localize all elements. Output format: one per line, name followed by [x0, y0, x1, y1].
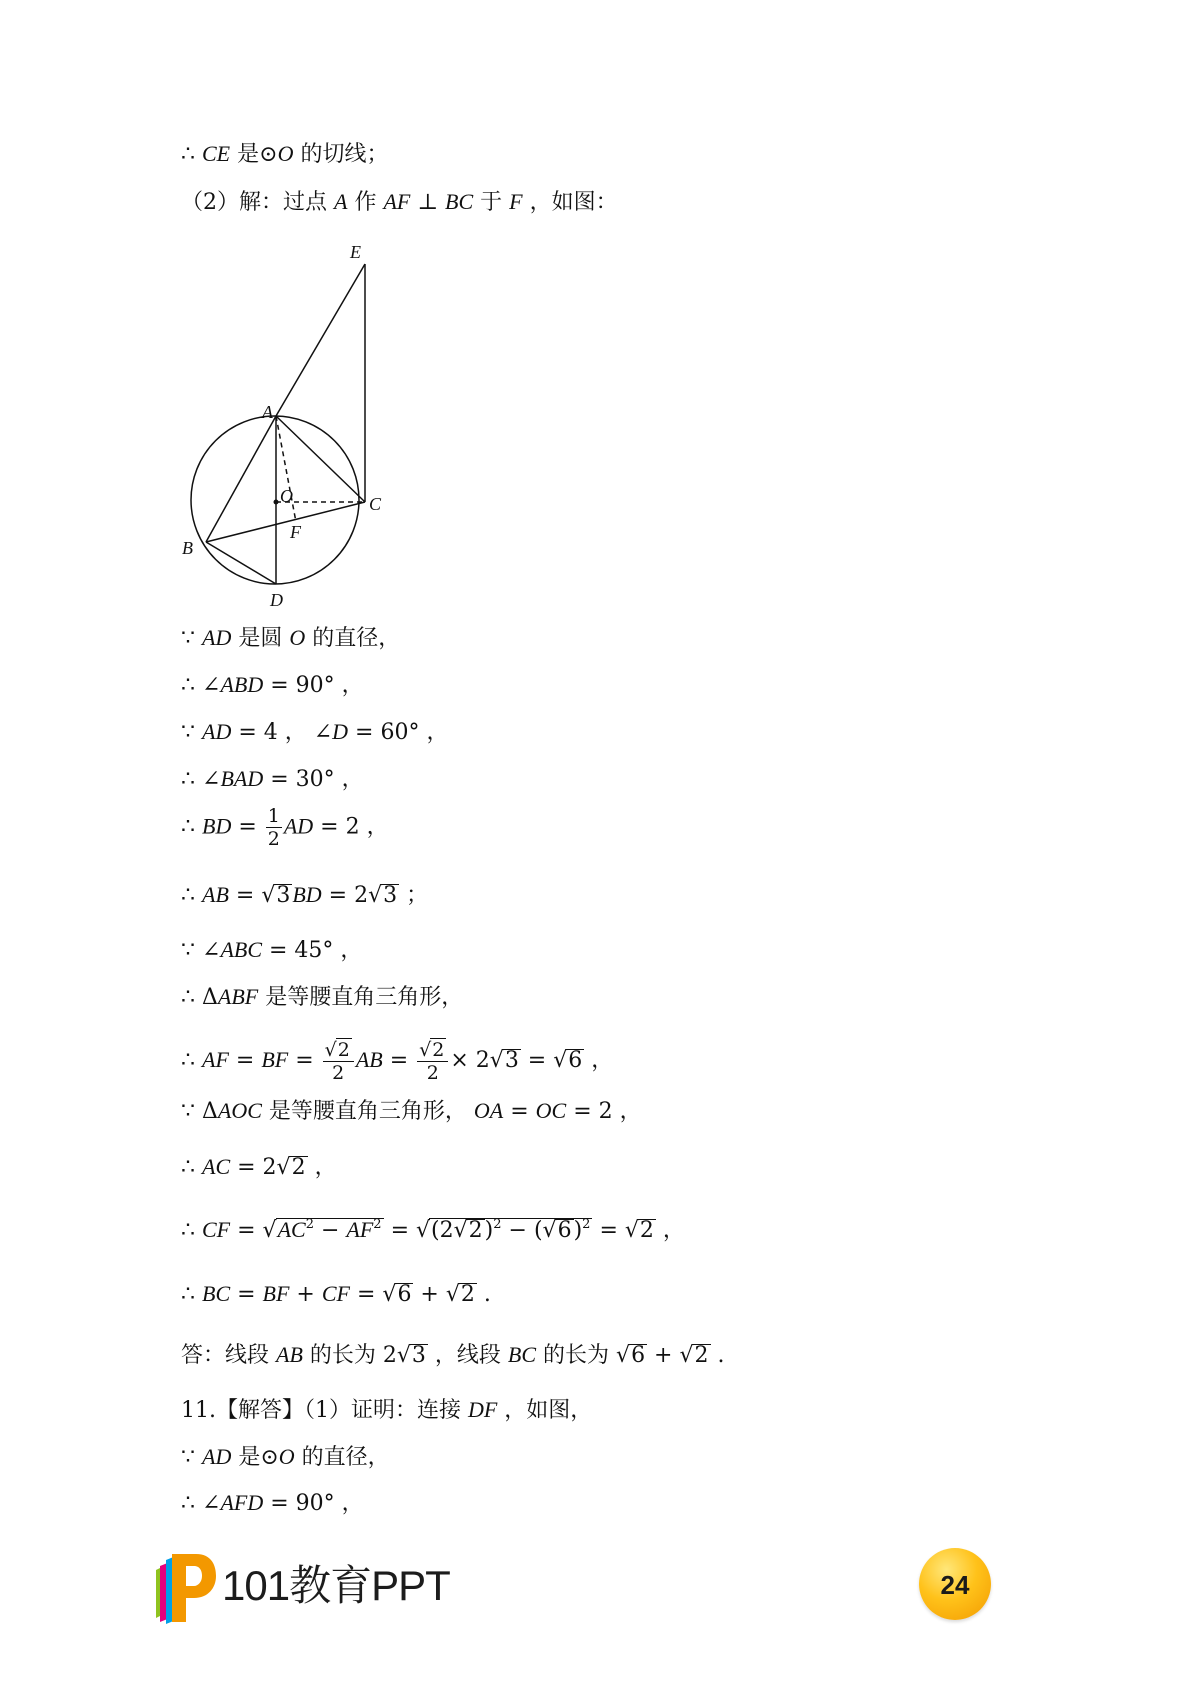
- radicand: 3: [383, 883, 398, 908]
- text-line: [181, 1280, 491, 1309]
- sqrt-symbol: √: [624, 1218, 639, 1243]
- fraction-denominator: 2: [267, 828, 280, 850]
- radicand: 2: [694, 1343, 709, 1368]
- math-var: AD: [202, 719, 232, 744]
- segment-bc: [206, 502, 365, 542]
- text-segment: ∴: [181, 142, 202, 167]
- sqrt-symbol: √: [324, 1039, 337, 1061]
- text-segment: 答：线段: [181, 1343, 276, 1368]
- sqrt-symbol: √: [262, 1218, 277, 1243]
- text-segment: 的长为 2: [302, 1343, 397, 1368]
- text-segment: ∴ ∠: [181, 1491, 221, 1516]
- text-segment: ): [573, 1218, 583, 1243]
- math-var: BD: [292, 882, 322, 907]
- radicand: 6: [397, 1282, 412, 1307]
- math-var: BC: [202, 1281, 231, 1306]
- sqrt-symbol: √: [416, 1218, 431, 1243]
- text-segment: 是等腰直角三角形，: [261, 1099, 474, 1124]
- page-number: 24: [940, 1570, 970, 1600]
- text-segment: = 90° ，: [263, 673, 364, 698]
- math-var: BC: [445, 189, 474, 214]
- radicand: 2: [468, 1218, 483, 1243]
- radicand: 3: [276, 883, 291, 908]
- text-segment: =: [592, 1218, 625, 1243]
- label-f: F: [290, 522, 301, 542]
- radicand: 2: [460, 1282, 475, 1307]
- text-line: [181, 765, 364, 794]
- text-segment: ，: [584, 1048, 614, 1073]
- fraction-denominator: 2: [426, 1062, 439, 1084]
- sqrt-symbol: √: [396, 1343, 411, 1368]
- text-segment: ，线段: [427, 1343, 508, 1368]
- sqrt-symbol: √: [489, 1048, 504, 1073]
- radicand: [429, 1218, 592, 1242]
- text-segment: ∴: [181, 1155, 202, 1180]
- text-segment: =: [520, 1048, 554, 1073]
- text-segment: 是等腰直角三角形，: [258, 985, 464, 1010]
- sqrt-symbol: √: [616, 1343, 631, 1368]
- fraction-numerator: [417, 1038, 448, 1062]
- math-var: O: [278, 1444, 295, 1469]
- radicand: 2: [432, 1039, 445, 1061]
- math-var: AB: [355, 1047, 383, 1072]
- sqrt-symbol: √: [276, 1155, 291, 1180]
- segment-ab: [206, 416, 276, 542]
- label-b: B: [182, 538, 193, 558]
- math-var: AF: [202, 1047, 229, 1072]
- text-segment: +: [289, 1282, 322, 1307]
- text-line: [181, 140, 388, 169]
- sqrt-symbol: √: [453, 1218, 468, 1243]
- text-segment: ∴: [181, 1218, 202, 1243]
- text-segment: ，: [307, 1155, 337, 1180]
- math-var: AD: [202, 1444, 232, 1469]
- text-segment: ，如图，: [497, 1398, 593, 1423]
- text-segment: .: [476, 1282, 491, 1307]
- text-segment: ∵: [181, 626, 202, 651]
- math-var: AB: [276, 1342, 303, 1367]
- radicand: 3: [504, 1048, 519, 1073]
- text-segment: =: [288, 1048, 321, 1073]
- math-var: BF: [261, 1047, 289, 1072]
- text-segment: 的长为: [536, 1343, 617, 1368]
- math-var: AC: [202, 1154, 231, 1179]
- text-segment: +: [413, 1282, 446, 1307]
- math-var: CE: [202, 141, 231, 166]
- text-segment: （2）解：过点: [181, 190, 334, 215]
- text-segment: ): [484, 1218, 494, 1243]
- text-line: [181, 1038, 613, 1084]
- text-segment: =: [503, 1099, 536, 1124]
- text-segment: =: [349, 1282, 383, 1307]
- label-o: O: [280, 486, 293, 506]
- exponent: 2: [373, 1217, 382, 1232]
- text-segment: = 4 ， ∠: [231, 720, 333, 745]
- fraction-numerator: [323, 1038, 354, 1062]
- text-segment: 是圆: [231, 626, 290, 651]
- radicand: 2: [639, 1218, 654, 1243]
- text-segment: ∵ Δ: [181, 1099, 218, 1124]
- math-var: ABF: [217, 984, 259, 1009]
- math-var: BD: [202, 813, 232, 839]
- math-var: AF: [383, 189, 411, 214]
- text-segment: = 90° ，: [263, 1491, 364, 1516]
- math-var: DF: [467, 1397, 498, 1422]
- text-line: [181, 1153, 337, 1182]
- math-var: OA: [473, 1098, 504, 1123]
- text-segment: ∵ ∠: [181, 938, 221, 963]
- sqrt-symbol: √: [542, 1218, 557, 1243]
- text-segment: = 45° ，: [262, 938, 363, 963]
- text-segment: −: [313, 1218, 347, 1243]
- radicand: 6: [557, 1218, 572, 1243]
- sqrt-symbol: √: [261, 883, 276, 908]
- text-segment: =: [382, 1048, 416, 1073]
- text-segment: 于: [473, 190, 510, 215]
- math-var: BAD: [220, 766, 264, 791]
- text-line: [181, 1443, 390, 1472]
- label-e: E: [350, 242, 361, 262]
- radicand: 3: [411, 1343, 426, 1368]
- text-line: [181, 188, 618, 217]
- text-line: [181, 881, 428, 910]
- label-c: C: [369, 494, 382, 514]
- radicand: [276, 1218, 384, 1242]
- text-segment: = 2 ，: [566, 1099, 642, 1124]
- sqrt-symbol: √: [679, 1343, 694, 1368]
- text-segment: × 2: [450, 1048, 490, 1073]
- text-segment: = 30° ，: [263, 767, 364, 792]
- fraction-numerator: 1: [267, 805, 280, 827]
- text-segment: (2: [431, 1218, 454, 1243]
- exponent: 2: [582, 1217, 591, 1232]
- text-segment: ∴ ∠: [181, 767, 221, 792]
- text-line: [181, 983, 463, 1012]
- math-var: OC: [535, 1098, 567, 1123]
- text-segment: =: [228, 1048, 262, 1073]
- segment-ae: [276, 264, 365, 416]
- math-var: AB: [202, 882, 229, 907]
- text-line: [181, 718, 448, 747]
- text-segment: ∵: [181, 1445, 202, 1470]
- sqrt-symbol: √: [419, 1039, 432, 1061]
- radicand: 2: [337, 1039, 350, 1061]
- text-segment: =: [383, 1218, 416, 1243]
- math-var: A: [334, 189, 348, 214]
- fraction: [266, 805, 282, 850]
- math-var: F: [509, 189, 523, 214]
- text-segment: ；: [399, 883, 429, 908]
- page-number-badge: [919, 1548, 991, 1620]
- brand-logo-icon: [150, 1548, 218, 1624]
- radicand: 6: [568, 1048, 583, 1073]
- sqrt-symbol: √: [445, 1282, 460, 1307]
- text-segment: ∴: [181, 883, 202, 908]
- text-segment: .: [710, 1343, 725, 1368]
- text-segment: =: [230, 1218, 263, 1243]
- text-segment: ∴ Δ: [181, 985, 218, 1010]
- text-line: [181, 1097, 642, 1126]
- text-segment: +: [647, 1343, 680, 1368]
- exponent: 2: [493, 1217, 502, 1232]
- fraction: [323, 1038, 354, 1084]
- sqrt-symbol: √: [382, 1282, 397, 1307]
- text-segment: 作: [347, 190, 384, 215]
- text-line: [181, 1341, 725, 1370]
- geometry-figure: [170, 240, 400, 610]
- math-var: AF: [346, 1217, 374, 1242]
- text-segment: ∴: [181, 1282, 202, 1307]
- sqrt-symbol: √: [553, 1048, 568, 1073]
- fraction: [417, 1038, 448, 1084]
- math-var: AD: [283, 813, 314, 839]
- math-var: D: [332, 719, 349, 744]
- text-segment: 的直径，: [294, 1445, 390, 1470]
- text-segment: 的直径，: [305, 626, 401, 651]
- radicand: 2: [291, 1155, 306, 1180]
- text-segment: ∴: [181, 814, 202, 840]
- math-var: BC: [507, 1342, 537, 1367]
- center-point: [274, 500, 279, 505]
- text-segment: 11.【解答】（1）证明：连接: [181, 1398, 468, 1423]
- text-segment: = 2: [230, 1155, 277, 1180]
- text-segment: =: [228, 883, 262, 908]
- radicand: 6: [631, 1343, 646, 1368]
- text-line: [181, 624, 400, 653]
- text-line: [181, 671, 364, 700]
- math-var: ABC: [220, 937, 262, 962]
- text-segment: 是⊙: [231, 1445, 279, 1470]
- math-var: O: [277, 141, 294, 166]
- text-segment: = 2: [321, 883, 369, 908]
- text-segment: = 60° ，: [348, 720, 449, 745]
- math-var: AOC: [217, 1098, 262, 1123]
- text-segment: − (: [501, 1218, 543, 1243]
- text-segment: 是⊙: [230, 142, 278, 167]
- math-var: AFD: [220, 1490, 264, 1515]
- text-segment: ，如图：: [522, 190, 618, 215]
- math-var: BF: [262, 1281, 290, 1306]
- math-var: CF: [202, 1217, 231, 1242]
- sqrt-symbol: √: [368, 883, 383, 908]
- label-a: A: [262, 402, 273, 422]
- brand-name: 101教育PPT: [222, 1562, 450, 1609]
- math-var: ABD: [220, 672, 264, 697]
- text-segment: ⊥: [410, 190, 446, 215]
- segment-bd: [206, 542, 276, 584]
- math-var: CF: [321, 1281, 350, 1306]
- text-segment: ∵: [181, 720, 202, 745]
- math-var: O: [289, 625, 306, 650]
- text-line: [181, 1216, 685, 1245]
- label-d: D: [270, 590, 283, 610]
- text-segment: ，: [655, 1218, 685, 1243]
- text-segment: =: [231, 814, 264, 840]
- text-segment: =: [230, 1282, 263, 1307]
- text-segment: 的切线；: [293, 142, 389, 167]
- text-segment: ∴: [181, 1048, 202, 1073]
- exponent: 2: [305, 1217, 314, 1232]
- fraction-denominator: 2: [332, 1062, 345, 1084]
- text-line: [181, 1489, 364, 1518]
- text-segment: = 2 ，: [313, 814, 389, 840]
- math-var: AC: [277, 1217, 306, 1242]
- text-segment: ∴ ∠: [181, 673, 221, 698]
- math-var: AD: [202, 625, 232, 650]
- text-line: [181, 936, 362, 965]
- text-line: [181, 1396, 592, 1425]
- text-line: [181, 805, 389, 850]
